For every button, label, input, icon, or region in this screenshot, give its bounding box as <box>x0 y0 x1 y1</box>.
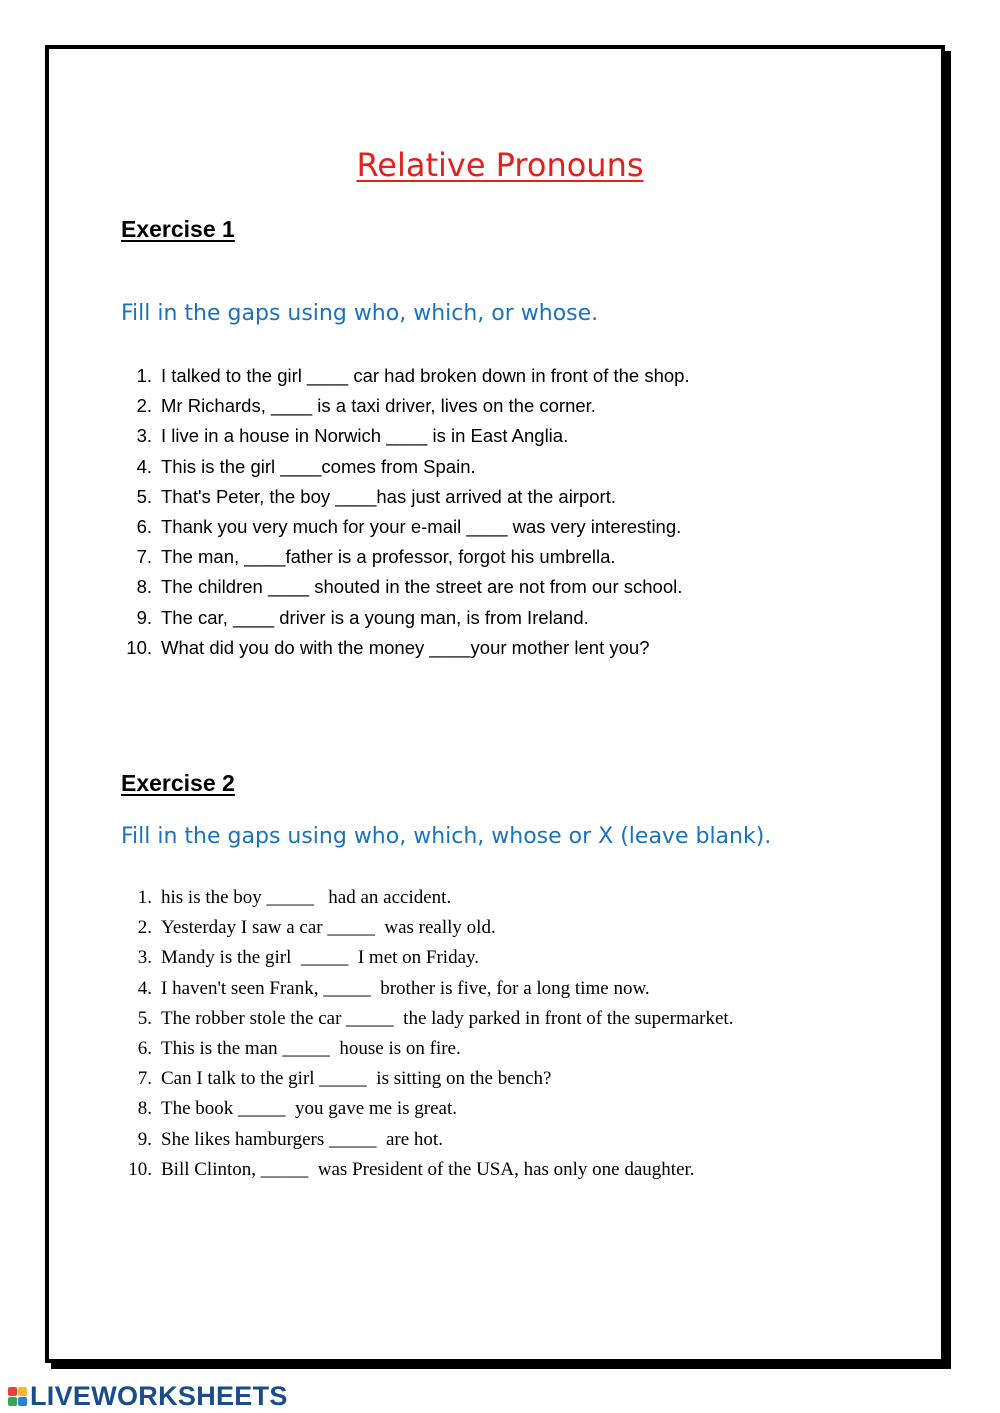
question-text: I live in a house in Norwich ____ is in East Anglia. <box>161 425 569 447</box>
exercise-1-heading: Exercise 1 <box>121 216 235 242</box>
question-number: 1. <box>136 365 152 386</box>
question-item <box>121 974 733 1004</box>
exercise-2-instruction: Fill in the gaps using who, which, whose or X (leave blank). <box>121 824 772 849</box>
question-text: The robber stole the car _____ the lady parked in front of the supermarket. <box>161 1007 734 1029</box>
logo-icon <box>8 1387 27 1406</box>
question-item <box>121 633 690 663</box>
question-text: The children ____ shouted in the street are not from our school. <box>161 576 683 598</box>
question-item <box>121 452 690 482</box>
exercise-2-heading: Exercise 2 <box>121 770 235 796</box>
question-text: I talked to the girl ____ car had broken down in front of the shop. <box>161 365 690 386</box>
question-text: Mr Richards, ____ is a taxi driver, lives on the corner. <box>161 395 596 417</box>
question-number: 10. <box>126 636 152 658</box>
question-text: I haven't seen Frank, _____ brother is five, for a long time now. <box>161 977 650 999</box>
question-number: 9. <box>137 1128 152 1150</box>
question-text: What did you do with the money ____your mother lent you? <box>161 636 650 658</box>
logo-text: LIVEWORKSHEETS <box>30 1380 288 1411</box>
question-item <box>121 943 733 973</box>
question-number: 4. <box>136 455 152 477</box>
question-item <box>121 1125 733 1155</box>
logo-square <box>18 1397 27 1406</box>
question-number: 6. <box>137 1037 152 1059</box>
question-item <box>121 482 690 512</box>
question-item <box>121 1004 733 1034</box>
logo-square <box>8 1397 17 1406</box>
question-item <box>121 391 690 421</box>
question-item <box>121 1034 733 1064</box>
question-number: 2. <box>137 917 152 939</box>
question-text: Can I talk to the girl _____ is sitting on the bench? <box>161 1068 552 1090</box>
question-item <box>121 1094 733 1124</box>
question-item <box>121 1155 733 1185</box>
question-text: Mandy is the girl _____ I met on Friday. <box>161 947 480 969</box>
question-number: 2. <box>136 395 152 417</box>
page-title: Relative Pronouns <box>356 146 644 184</box>
question-item <box>121 421 690 451</box>
question-text: This is the man _____ house is on fire. <box>161 1037 461 1059</box>
question-number: 1. <box>137 887 152 908</box>
exercise-1-list <box>121 361 690 663</box>
question-number: 8. <box>137 1098 152 1120</box>
question-number: 3. <box>137 947 152 969</box>
question-text: The car, ____ driver is a young man, is from Ireland. <box>161 606 589 628</box>
question-text: She likes hamburgers _____ are hot. <box>161 1128 443 1150</box>
question-number: 7. <box>137 1068 152 1090</box>
question-text: his is the boy _____ had an accident. <box>161 887 452 908</box>
question-text: Thank you very much for your e-mail ____ was very interesting. <box>161 515 682 537</box>
question-item <box>121 913 733 943</box>
question-text: This is the girl ____comes from Spain. <box>161 455 476 477</box>
question-text: The book _____ you gave me is great. <box>161 1098 458 1120</box>
question-number: 5. <box>137 1007 152 1029</box>
question-number: 6. <box>136 515 152 537</box>
question-item <box>121 542 690 572</box>
question-number: 7. <box>136 546 152 568</box>
question-item <box>121 1064 733 1094</box>
question-number: 10. <box>128 1158 152 1180</box>
liveworksheets-logo <box>8 1380 288 1412</box>
logo-square <box>18 1387 27 1396</box>
question-text: That's Peter, the boy ____has just arrived at the airport. <box>161 485 616 507</box>
exercise-2-list <box>121 883 733 1185</box>
question-number: 4. <box>137 977 152 999</box>
question-text: Bill Clinton, _____ was President of the USA, has only one daughter. <box>161 1158 695 1180</box>
question-number: 8. <box>136 576 152 598</box>
question-number: 5. <box>136 485 152 507</box>
question-item <box>121 883 733 913</box>
question-number: 3. <box>136 425 152 447</box>
question-item <box>121 361 690 391</box>
question-item <box>121 603 690 633</box>
question-text: The man, ____father is a professor, forgot his umbrella. <box>161 546 616 568</box>
question-item <box>121 512 690 542</box>
question-text: Yesterday I saw a car _____ was really old. <box>161 917 496 939</box>
question-number: 9. <box>136 606 152 628</box>
question-item <box>121 572 690 602</box>
logo-square <box>8 1387 17 1396</box>
exercise-1-instruction: Fill in the gaps using who, which, or whose. <box>121 301 599 326</box>
